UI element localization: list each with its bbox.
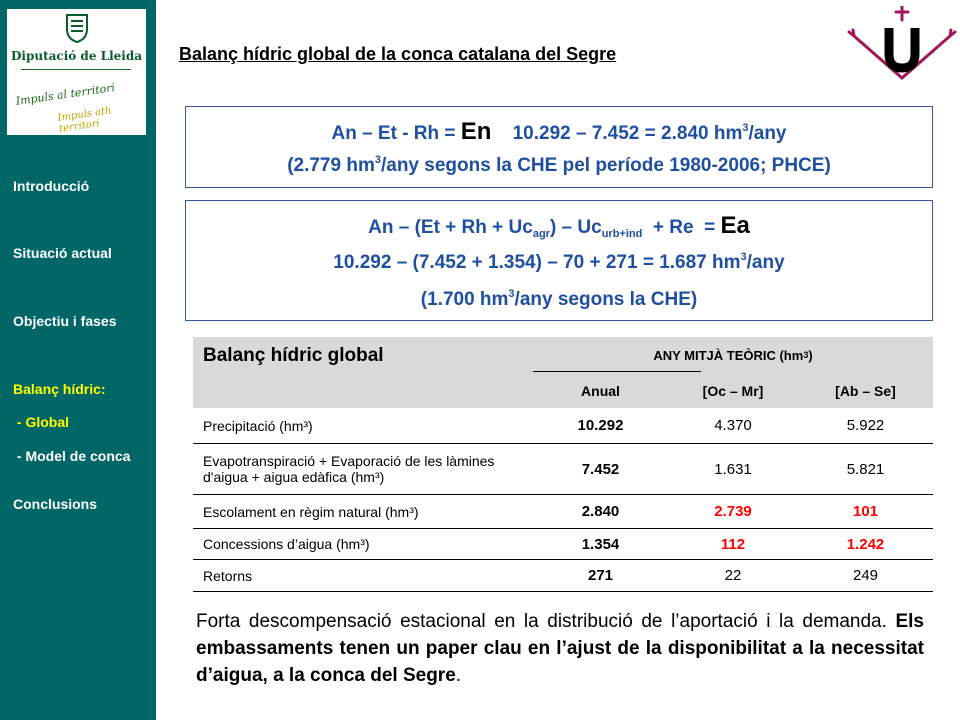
cell-value-highlight: 101 — [852, 503, 879, 520]
cell-value: 5.922 — [846, 417, 885, 434]
formula-en-note — [186, 154, 932, 177]
cell-value: 4.370 — [714, 417, 752, 434]
nav-item-balanc-hidric[interactable]: Balanç hídric: — [13, 381, 106, 397]
note-prefix: (1.700 hm — [420, 289, 509, 310]
cell-value-highlight: 1.242 — [846, 535, 885, 553]
diputacio-logo — [7, 9, 146, 135]
nav-item-introduccio[interactable]: Introducció — [13, 178, 90, 194]
cell-value: 1.354 — [581, 535, 620, 553]
formula-en-calculation: 10.292 – 7.452 = 2.840 hm — [512, 123, 743, 144]
cell-value: 7.452 — [581, 460, 620, 478]
sidebar — [0, 0, 156, 720]
group-header-close: ) — [808, 347, 813, 363]
cell-value: 2.840 — [581, 503, 620, 520]
column-header-oc-mr: [Oc – Mr] — [702, 382, 764, 399]
table-title: Balanç hídric global — [203, 345, 384, 366]
column-header-anual: Anual — [581, 382, 620, 399]
cell-value: 22 — [724, 567, 742, 584]
table-group-header — [533, 337, 933, 373]
unit-exponent: 3 — [742, 122, 749, 134]
note-suffix: /any segons la CHE pel període 1980-2006; PHCE) — [380, 155, 831, 176]
nav-item-objectiu-fases[interactable]: Objectiu i fases — [13, 313, 117, 329]
university-logo-icon — [840, 6, 960, 96]
nav-item-situacio-actual[interactable]: Situació actual — [13, 245, 112, 261]
formula-en-expression: An – Et - Rh = — [331, 123, 461, 144]
coat-of-arms-icon — [65, 13, 89, 43]
row-label-concessions: Concessions d’aigua (hm³) — [203, 536, 370, 552]
note-prefix: (2.779 hm — [287, 155, 375, 176]
note-suffix: /any segons la CHE) — [514, 289, 698, 310]
formula-box-ea — [185, 200, 933, 321]
formula-ea-part: + Re = — [642, 217, 721, 238]
logo-slogan: Impuls al territori — [15, 81, 116, 108]
subscript-agr: agr — [532, 228, 550, 240]
table-bottom-border — [193, 591, 933, 592]
row-label-retorns: Retorns — [203, 567, 253, 584]
cell-value-highlight: 2.739 — [714, 503, 752, 520]
unit-exponent: 3 — [803, 350, 809, 360]
formula-ea-line — [186, 212, 932, 240]
formula-ea-symbol: Ea — [720, 212, 750, 239]
cell-value: 10.292 — [577, 417, 624, 434]
unit-suffix: /any — [748, 123, 787, 144]
formula-box-en — [185, 106, 933, 188]
cell-value: 271 — [587, 567, 614, 584]
nav-item-conclusions[interactable]: Conclusions — [13, 496, 98, 512]
logo-slogan-secondary: Impuls ath territori — [57, 105, 113, 135]
nav-item-global[interactable]: - Global — [13, 414, 69, 430]
row-label-precipitacio: Precipitació (hm³) — [203, 417, 313, 434]
unit-exponent: 3 — [740, 251, 747, 263]
formula-ea-part: An – (Et + Rh + Uc — [368, 217, 533, 238]
water-balance-table — [193, 337, 933, 592]
cell-value: 1.631 — [714, 460, 752, 478]
column-header-ab-se: [Ab – Se] — [835, 382, 896, 399]
subscript-urb-ind: urb+ind — [601, 228, 643, 240]
unit-suffix: /any — [746, 252, 785, 273]
logo-title: Diputació de Lleida — [10, 49, 142, 63]
row-label-escolament: Escolament en règim natural (hm³) — [203, 503, 419, 520]
unit-exponent: 3 — [508, 288, 515, 300]
cell-value: 5.821 — [846, 460, 885, 478]
page-title: Balanç hídric global de la conca catalana del Segre — [179, 44, 617, 64]
cell-value-highlight: 112 — [720, 535, 746, 553]
conclusion-paragraph — [196, 608, 924, 689]
nav-item-model-conca[interactable]: - Model de conca — [13, 448, 131, 464]
formula-ea-part: ) – Uc — [549, 217, 602, 238]
formula-en-symbol: En — [460, 118, 492, 145]
calculation-text: 10.292 – (7.452 + 1.354) – 70 + 271 = 1.687 hm — [333, 252, 741, 273]
group-header-rule — [533, 371, 701, 372]
conclusion-text: Forta descompensació estacional en la distribució de l’aportació i la demanda. — [196, 611, 896, 632]
unit-exponent: 3 — [374, 154, 381, 166]
formula-ea-note — [186, 288, 932, 311]
conclusion-end: . — [455, 665, 462, 686]
cell-value: 249 — [852, 567, 879, 584]
row-label-evapotranspiracio: Evapotranspiració + Evaporació de les làmines d'aigua + aigua edàfica (hm³) — [203, 453, 495, 485]
logo-divider — [21, 69, 131, 70]
formula-en-line — [186, 118, 932, 146]
group-header-text: ANY MITJÀ TEÒRIC (hm — [653, 347, 804, 363]
conclusion-emphasis: Els embassaments tenen un paper clau en l’ajust de la disponibilitat a la necessitat d’aigua, a la conca del Segre — [196, 611, 924, 686]
formula-ea-calculation — [186, 251, 932, 274]
